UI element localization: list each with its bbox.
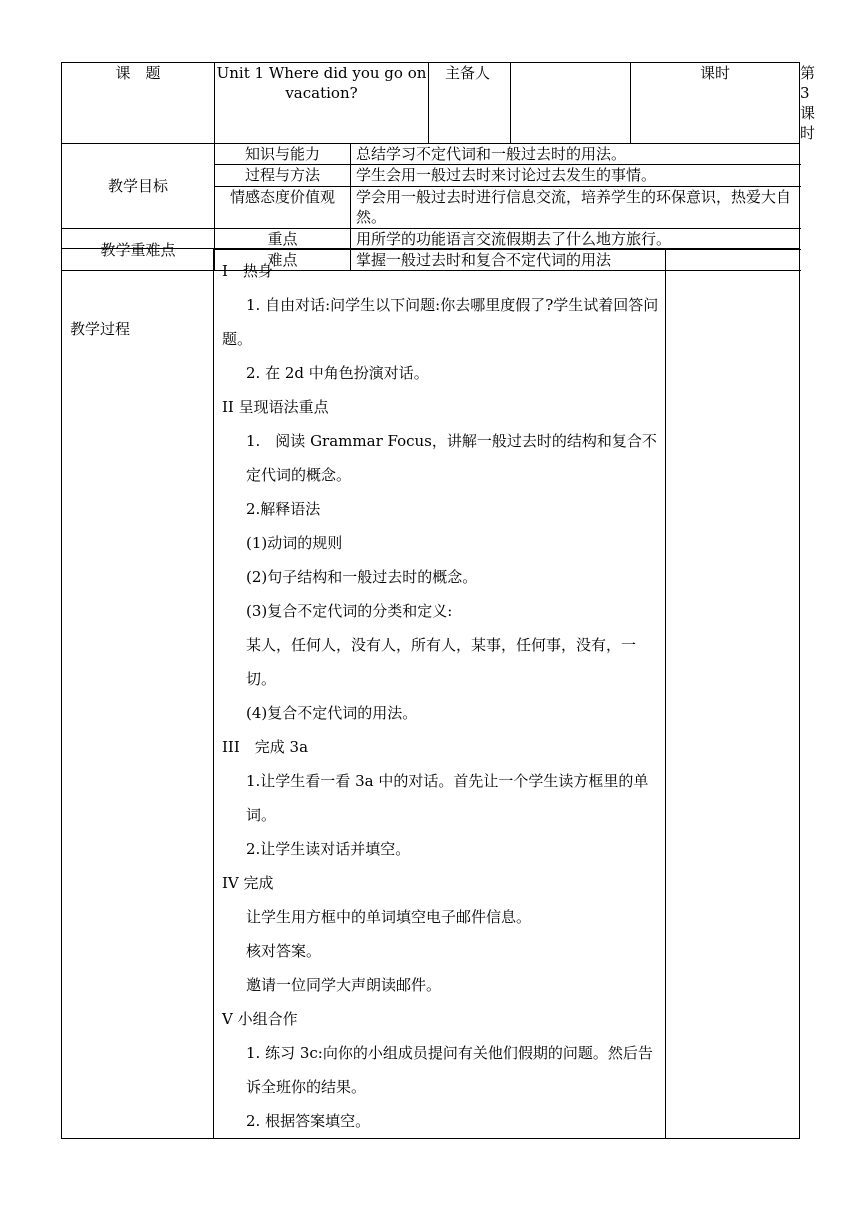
topic-label: 课 题: [62, 63, 215, 144]
grammar-item-6: 某人，任何人，没有人，所有人，某事，任何事，没有，一切。: [246, 636, 637, 688]
complete-item-3: 邀请一位同学大声朗读邮件。: [246, 976, 442, 994]
process-content: [214, 249, 666, 1139]
objective-attitude-label: 情感态度价值观: [215, 187, 351, 229]
grammar-item-3: (1)动词的规则: [246, 534, 343, 552]
complete-item-1: 让学生用方框中的单词填空电子邮件信息。: [246, 908, 532, 926]
grammar-item-1: 1. 阅读 Grammar Focus，讲解一般过去时的结构和复合不定代词的概念。: [246, 432, 657, 484]
section-grammar-title: II 呈现语法重点: [222, 398, 329, 416]
3a-item-2: 2.让学生读对话并填空。: [246, 840, 411, 858]
keypoint-focus-label: 重点: [215, 229, 351, 250]
complete-item-2: 核对答案。: [246, 942, 322, 960]
objective-knowledge-value: 总结学习不定代词和一般过去时的用法。: [351, 144, 800, 165]
process-notes-column: [666, 249, 800, 1139]
preparer-label: 主备人: [429, 63, 511, 144]
grammar-item-7: (4)复合不定代词的用法。: [246, 704, 418, 722]
keypoint-difficulty-label: 难点: [215, 250, 351, 271]
group-item-1: 1. 练习 3c:向你的小组成员提问有关他们假期的问题。然后告诉全班你的结果。: [246, 1044, 653, 1096]
objective-attitude-value: 学会用一般过去时进行信息交流，培养学生的环保意识，热爱大自然。: [351, 187, 800, 229]
objectives-label: 教学目标: [62, 144, 215, 229]
topic-value: Unit 1 Where did you go on vacation?: [215, 63, 429, 144]
process-label: 教学过程: [62, 249, 214, 1139]
3a-item-1: 1.让学生看一看 3a 中的对话。首先让一个学生读方框里的单词。: [246, 772, 649, 824]
group-item-2: 2. 根据答案填空。: [246, 1112, 371, 1130]
warmup-item-2: 2. 在 2d 中角色扮演对话。: [246, 364, 429, 382]
grammar-item-2: 2.解释语法: [246, 500, 321, 518]
section-warmup-title: I 热身: [222, 262, 273, 280]
objective-process-label: 过程与方法: [215, 165, 351, 187]
keypoint-difficulty-value: 掌握一般过去时和复合不定代词的用法: [351, 250, 800, 271]
objective-process-value: 学生会用一般过去时来讨论过去发生的事情。: [351, 165, 800, 187]
lesson-info-table: 课 题 Unit 1 Where did you go on vacation? 主备人 课时 第 3 课时 教学目标 知识与能力 总结学习不定代词和一般过去时的用法。 过程与方法 学生会用一般过去时来讨论过去发生的事情。 情感态度价值观 学会用一般过去时进行信息交流，培养学生的环保意识，热爱大自然。 教学重难点 重点 用所学的功能语言交流假期去了什么地方旅行。 难点 掌握一般过去时和复合不定代词的用法: [61, 62, 800, 271]
teaching-process-table: [61, 248, 800, 1139]
grammar-item-5: (3)复合不定代词的分类和定义:: [246, 602, 453, 620]
section-complete-title: IV 完成: [222, 874, 274, 892]
period-label: 课时: [631, 63, 800, 144]
objective-knowledge-label: 知识与能力: [215, 144, 351, 165]
keypoint-focus-value: 用所学的功能语言交流假期去了什么地方旅行。: [351, 229, 800, 250]
grammar-item-4: (2)句子结构和一般过去时的概念。: [246, 568, 478, 586]
warmup-item-1: 1. 自由对话:问学生以下问题:你去哪里度假了?学生试着回答问题。: [222, 296, 659, 348]
keypoints-label: 教学重难点: [62, 229, 215, 271]
section-3a-title: III 完成 3a: [222, 738, 309, 756]
preparer-value: [511, 63, 631, 144]
section-group-title: V 小组合作: [222, 1010, 298, 1028]
